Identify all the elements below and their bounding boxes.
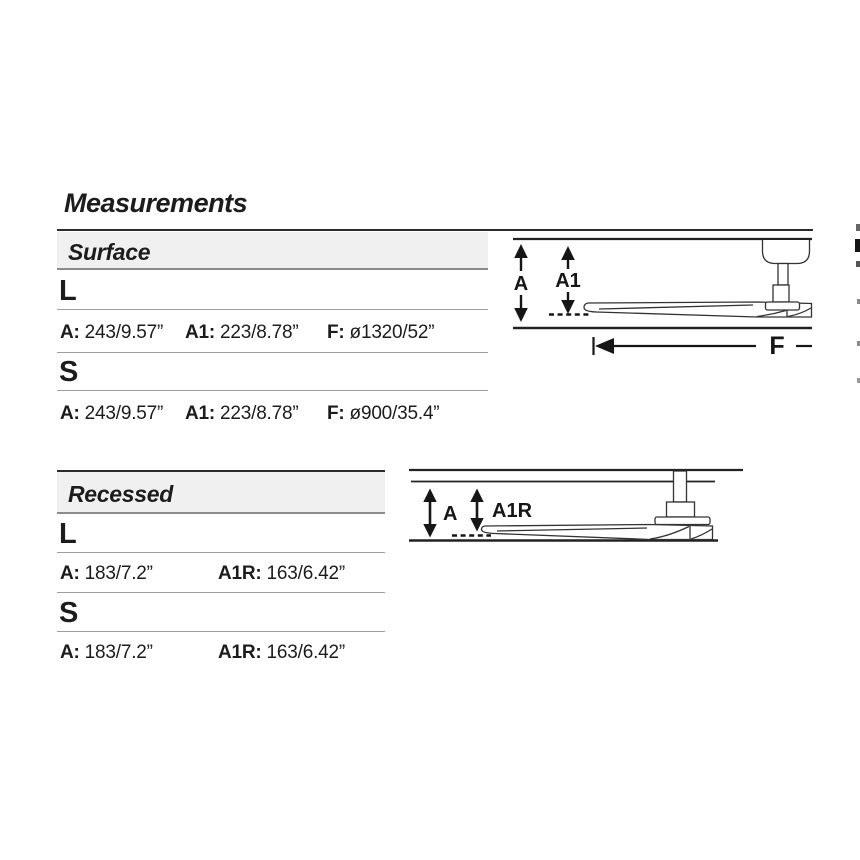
spec-value: 163/6.42” bbox=[266, 563, 346, 584]
dimension-arrow-a bbox=[423, 489, 457, 538]
spec-a bbox=[60, 642, 153, 664]
dimension-f bbox=[594, 332, 813, 360]
spec-a bbox=[60, 403, 163, 425]
spec-a1 bbox=[185, 322, 299, 344]
recessed-spec-table bbox=[57, 470, 385, 672]
spec-a1r bbox=[218, 642, 345, 664]
dimension-arrow-a bbox=[511, 244, 531, 322]
label-a1r: A1R bbox=[492, 500, 533, 522]
spec-label: A: bbox=[60, 642, 80, 663]
label-a: A bbox=[443, 503, 458, 525]
page-title: Measurements bbox=[64, 188, 248, 218]
recessed-mount-diagram bbox=[405, 460, 750, 555]
surface-section-header bbox=[57, 232, 488, 270]
spec-label: F: bbox=[327, 403, 345, 424]
rod-coupling bbox=[773, 285, 789, 302]
spec-f bbox=[327, 403, 439, 425]
arrowhead-left-icon bbox=[595, 338, 614, 354]
recessed-section-header bbox=[57, 472, 385, 514]
arrowhead-up-icon bbox=[514, 244, 528, 258]
spec-value: 183/7.2” bbox=[84, 563, 153, 584]
spec-value: 243/9.57” bbox=[84, 403, 164, 424]
spec-value: 243/9.57” bbox=[84, 322, 164, 343]
spec-label: A: bbox=[60, 403, 80, 424]
surface-size-row-s: S bbox=[57, 353, 488, 391]
arrowhead-down-icon bbox=[423, 524, 436, 538]
arrowhead-up-icon bbox=[561, 246, 575, 260]
surface-mount-diagram bbox=[510, 225, 820, 365]
spec-value: 223/8.78” bbox=[220, 322, 299, 343]
surface-size-row-l: L bbox=[57, 270, 488, 310]
canopy bbox=[763, 240, 810, 264]
surface-spec-table bbox=[57, 232, 488, 434]
surface-header-label: Surface bbox=[68, 239, 151, 265]
recessed-size-row-l: L bbox=[57, 514, 385, 553]
spec-value: ø1320/52” bbox=[349, 322, 435, 343]
spec-value: 163/6.42” bbox=[266, 642, 346, 663]
motor-flange bbox=[766, 302, 800, 310]
ceiling-fan-drawing bbox=[584, 240, 812, 317]
arrowhead-up-icon bbox=[470, 489, 483, 503]
label-f: F bbox=[769, 332, 785, 360]
downrod bbox=[674, 471, 687, 502]
cropped-edge-artifact bbox=[856, 261, 860, 267]
spec-label: F: bbox=[327, 322, 345, 343]
spec-label: A1: bbox=[185, 322, 216, 343]
label-a: A bbox=[513, 273, 529, 295]
motor-flange bbox=[655, 517, 710, 525]
recessed-spec-row-s bbox=[57, 632, 385, 672]
spec-label: A1: bbox=[185, 403, 216, 424]
spec-a bbox=[60, 563, 153, 585]
cropped-edge-artifact bbox=[856, 224, 860, 231]
recessed-size-row-s: S bbox=[57, 593, 385, 632]
spec-label: A: bbox=[60, 563, 80, 584]
surface-spec-row-l bbox=[57, 310, 488, 353]
label-a1: A1 bbox=[555, 270, 581, 292]
recessed-header-label: Recessed bbox=[68, 481, 174, 507]
recessed-spec-row-l bbox=[57, 553, 385, 593]
spec-label: A1R: bbox=[218, 563, 262, 584]
spec-f bbox=[327, 322, 434, 344]
spec-a1 bbox=[185, 403, 299, 425]
spec-a1r bbox=[218, 563, 345, 585]
spec-value: 183/7.2” bbox=[84, 642, 153, 663]
rod-coupling bbox=[667, 502, 695, 517]
spec-value: ø900/35.4” bbox=[349, 403, 440, 424]
spec-value: 223/8.78” bbox=[220, 403, 299, 424]
arrowhead-up-icon bbox=[423, 489, 436, 503]
spec-a bbox=[60, 322, 163, 344]
spec-label: A1R: bbox=[218, 642, 262, 663]
surface-spec-row-s bbox=[57, 391, 488, 434]
cropped-edge-artifact bbox=[855, 239, 860, 252]
dimension-arrow-a1 bbox=[554, 246, 582, 314]
downrod bbox=[778, 264, 788, 286]
arrowhead-down-icon bbox=[561, 300, 575, 314]
arrowhead-down-icon bbox=[514, 308, 528, 322]
spec-label: A: bbox=[60, 322, 80, 343]
